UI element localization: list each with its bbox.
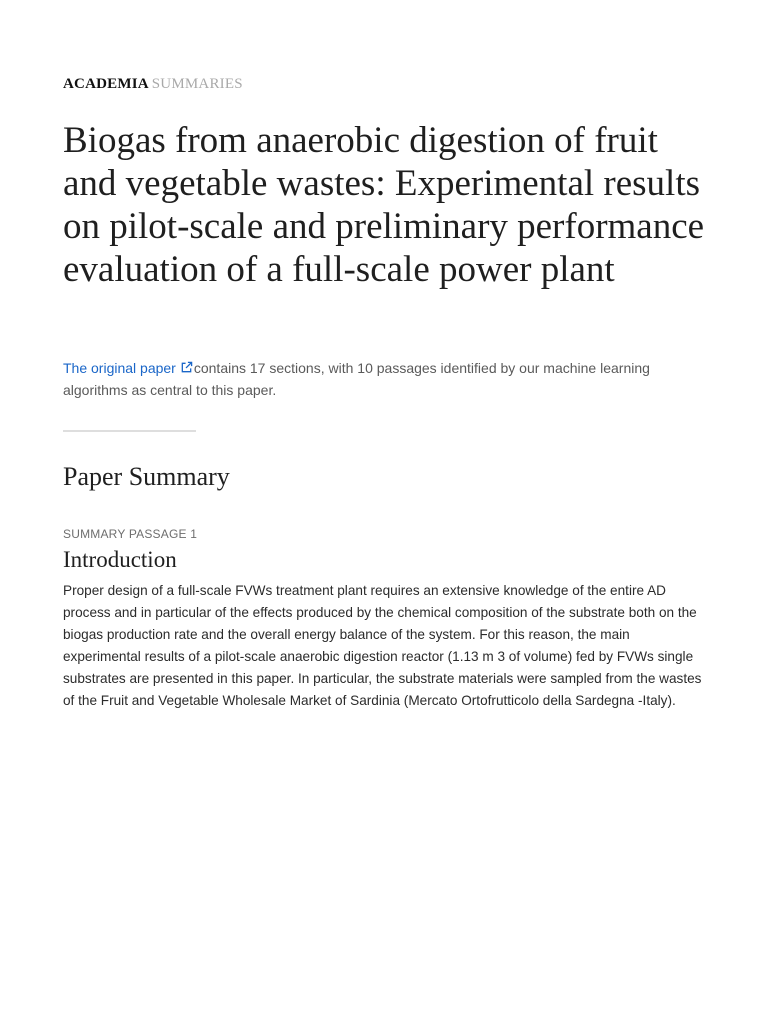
section-divider <box>63 430 196 432</box>
passage-heading: Introduction <box>63 547 177 572</box>
intro-text <box>63 357 708 401</box>
original-paper-link-label: The original paper <box>63 360 176 376</box>
paper-summary-heading: Paper Summary <box>63 462 230 491</box>
passage-body: Proper design of a full-scale FVWs treatment plant requires an extensive knowledge of the entire AD process and in particular of the effects produced by the chemical composition of the substrate both on the biogas production rate and the overall energy balance of the system. For this reason, the main experimental results of a pilot-scale anaerobic digestion reactor (1.13 m 3 of volume) fed by FVWs single substrates are presented in this paper. In particular, the substrate materials were sampled from the wastes of the Fruit and Vegetable Wholesale Market of Sardinia (Mercato Ortofrutticolo della Sardegna -Italy). <box>63 583 702 708</box>
external-link-icon <box>180 361 193 374</box>
brand-logo[interactable] <box>63 76 243 93</box>
summary-passage-label: SUMMARY PASSAGE 1 <box>63 527 198 541</box>
original-paper-link[interactable] <box>63 360 194 376</box>
intro-description: contains 17 sections, with 10 passages identified by our machine learning algorithms as central to this paper. <box>63 360 650 398</box>
brand-name: ACADEMIA <box>63 76 149 92</box>
brand-section: SUMMARIES <box>151 76 243 92</box>
paper-title: Biogas from anaerobic digestion of fruit and vegetable wastes: Experimental results on pilot-scale and preliminary performance evaluation of a full-scale power plant <box>63 120 705 290</box>
